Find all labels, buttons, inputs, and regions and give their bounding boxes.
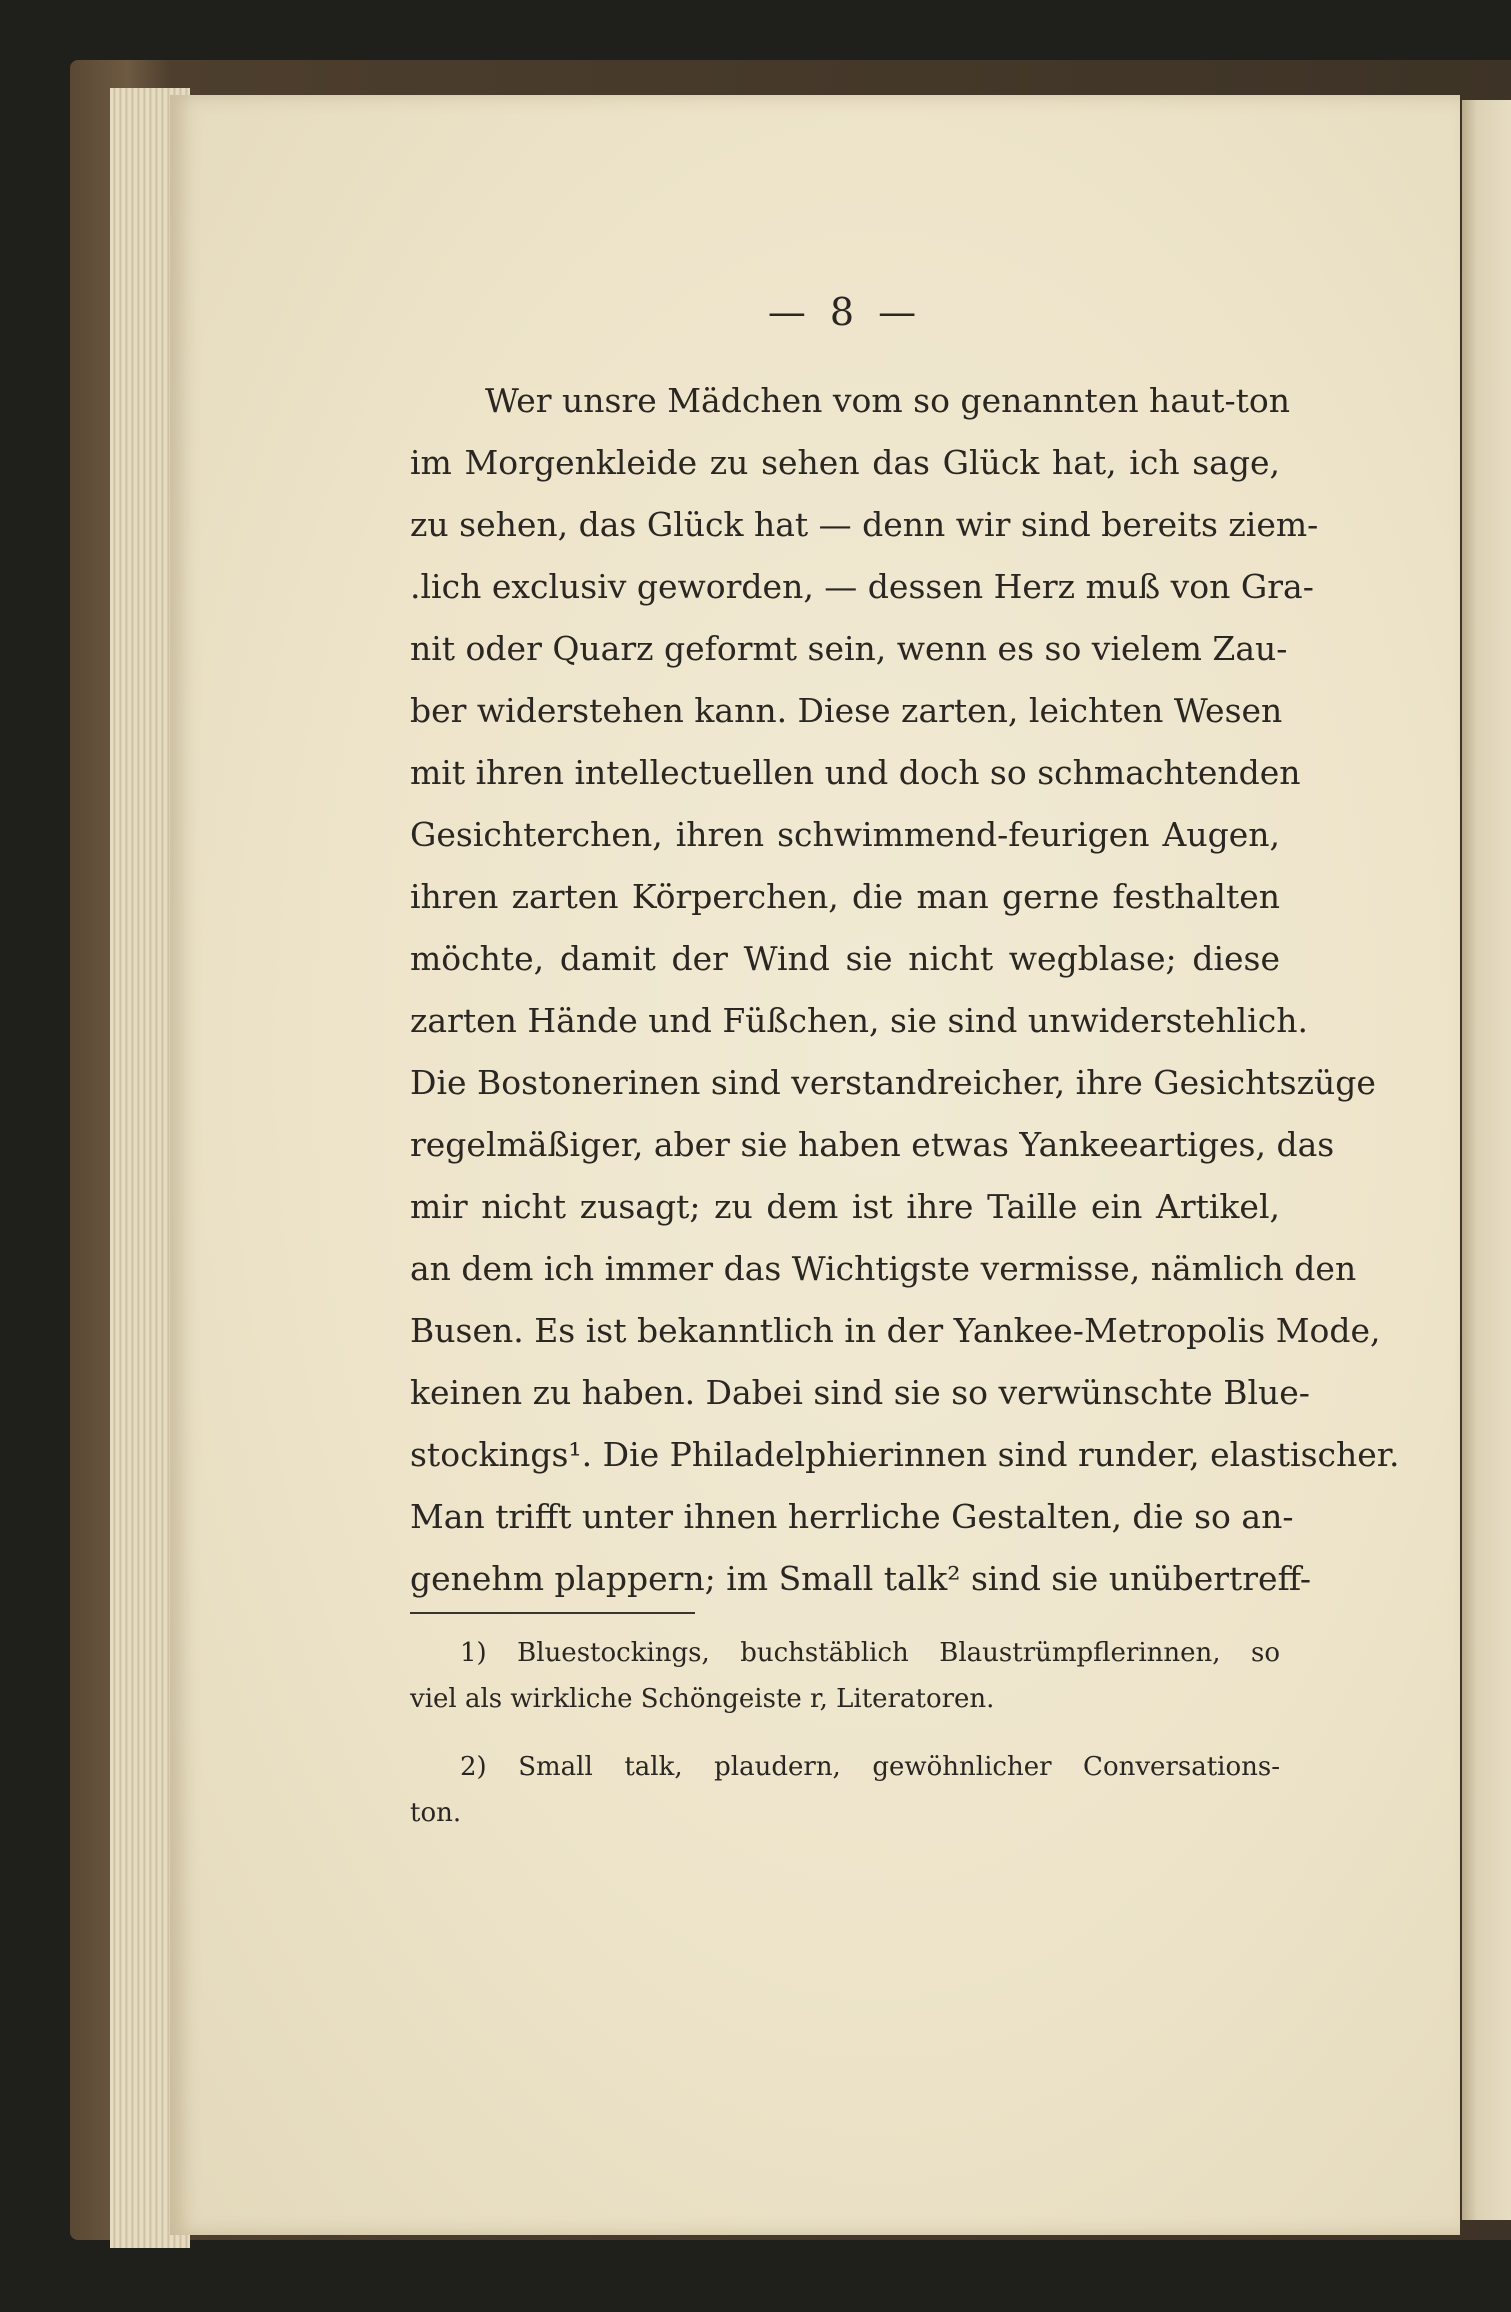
text-line: nit oder Quarz geformt sein, wenn es so vielem Zau- xyxy=(410,629,1288,668)
text-line: an dem ich immer das Wichtigste vermisse, nämlich den xyxy=(410,1249,1357,1288)
text-line: Gesichterchen, ihren schwimmend-feurigen Augen, xyxy=(410,815,1280,854)
footnote-rule xyxy=(410,1612,695,1614)
text-line: stockings¹. Die Philadelphierinnen sind runder, elastischer. xyxy=(410,1435,1400,1474)
text-line: mir nicht zusagt; zu dem ist ihre Taille ein Artikel, xyxy=(410,1187,1280,1226)
page-number: — 8 — xyxy=(767,290,923,334)
footnote-2-line: ton. xyxy=(410,1798,462,1828)
text-line: Die Bostonerinen sind verstandreicher, ihre Gesichtszüge xyxy=(410,1063,1376,1102)
footnotes xyxy=(410,1630,1280,1836)
body-text xyxy=(410,370,1400,1610)
text-line: ihren zarten Körperchen, die man gerne festhalten xyxy=(410,877,1280,916)
next-page-edge xyxy=(1462,100,1511,2220)
text-line: im Morgenkleide zu sehen das Glück hat, ich sage, xyxy=(410,443,1280,482)
text-line: mit ihren intellectuellen und doch so schmachtenden xyxy=(410,753,1301,792)
text-line: Man trifft unter ihnen herrliche Gestalten, die so an- xyxy=(410,1497,1294,1536)
text-line: möchte, damit der Wind sie nicht wegblase; diese xyxy=(410,939,1280,978)
text-line: zu sehen, das Glück hat — denn wir sind bereits ziem- xyxy=(410,505,1319,544)
text-line: ber widerstehen kann. Diese zarten, leichten Wesen xyxy=(410,691,1283,730)
text-line: regelmäßiger, aber sie haben etwas Yankeeartiges, das xyxy=(410,1125,1335,1164)
text-line: Busen. Es ist bekanntlich in der Yankee-Metropolis Mode, xyxy=(410,1311,1381,1350)
text-line: Wer unsre Mädchen vom so genannten haut-ton xyxy=(485,381,1291,420)
footnote-2-line: 2) Small talk, plaudern, gewöhnlicher Conversations- xyxy=(460,1752,1280,1782)
text-line: .lich exclusiv geworden, — dessen Herz muß von Gra- xyxy=(410,567,1314,606)
footnote-1-line: 1) Bluestockings, buchstäblich Blaustrümpflerinnen, so xyxy=(460,1638,1280,1668)
text-line: keinen zu haben. Dabei sind sie so verwünschte Blue- xyxy=(410,1373,1310,1412)
text-line: genehm plappern; im Small talk² sind sie unübertreff- xyxy=(410,1559,1311,1598)
text-line: zarten Hände und Füßchen, sie sind unwiderstehlich. xyxy=(410,1001,1308,1040)
footnote-1-line: viel als wirkliche Schöngeiste r, Literatoren. xyxy=(410,1684,995,1714)
